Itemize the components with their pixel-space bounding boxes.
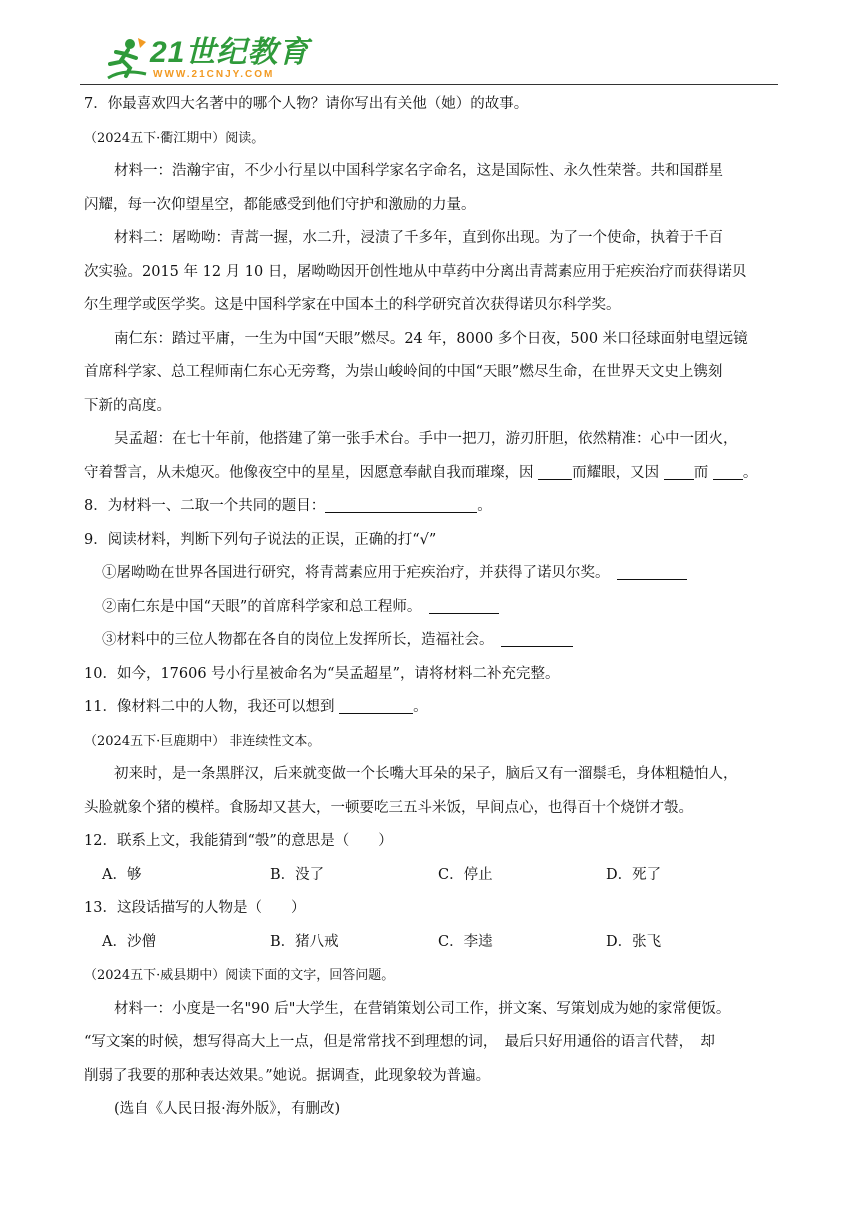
header-divider — [80, 84, 778, 85]
question-8-end: 。 — [477, 498, 492, 514]
option-a[interactable]: A．够 — [102, 866, 142, 883]
wu-mengchao-line-1: 吴孟超：在七十年前，他搭建了第一张手术台。手中一把刀，游刃肝胆，依然精准：心中一团火， — [114, 431, 738, 447]
source-note-1: （2024五下·衢江期中）阅读。 — [84, 130, 265, 146]
nan-rendong-line-3: 下新的高度。 — [84, 397, 171, 414]
question-10: 10．如今，17606 号小行星被命名为“吴孟超星”，请将材料二补充完整。 — [84, 665, 560, 682]
material-2-line-3: 尔生理学或医学奖。这是中国科学家在中国本土的科学研究首次获得诺贝尔科学奖。 — [84, 297, 621, 313]
source-note-3: （2024五下·威县期中）阅读下面的文字，回答问题。 — [84, 968, 395, 983]
document-body — [84, 88, 780, 1127]
material-2-line-1: 材料二：屠呦呦：青蒿一握，水二升，浸渍了千多年，直到你出现。为了一个使命，执着于千百 — [114, 230, 723, 246]
question-7: 7．你最喜欢四大名著中的哪个人物？请你写出有关他（她）的故事。 — [84, 96, 529, 112]
nan-rendong-line-2: 首席科学家、总工程师南仁东心无旁骛，为崇山峻岭间的中国“天眼”燃尽生命，在世界天文史上镌刻 — [84, 364, 723, 380]
material-1-line-2: 闪耀，每一次仰望星空，都能感受到他们守护和激励的力量。 — [84, 196, 476, 213]
logo-brand-text: 21世纪教育 — [150, 36, 310, 69]
judge-item-2 — [84, 591, 780, 625]
passage-line-1: 初来时，是一条黑胖汉，后来就变做一个长嘴大耳朵的呆子，脑后又有一溜鬃毛，身体粗糙怕人， — [114, 766, 738, 782]
question-12-options — [84, 859, 780, 893]
question-13-options — [84, 926, 780, 960]
answer-blank-3[interactable] — [713, 463, 743, 480]
option-b[interactable]: B．猪八戒 — [270, 933, 339, 950]
option-d[interactable]: D．死了 — [606, 866, 662, 883]
judge-answer-3[interactable] — [501, 630, 573, 647]
logo-url-text: WWW.21CNJY.COM — [153, 69, 275, 80]
judge-item-2-text: ②南仁东是中国“天眼”的首席科学家和总工程师。 — [102, 598, 415, 615]
material-1-line-1: 材料一：浩瀚宇宙，不少小行星以中国科学家名字命名，这是国际性、永久性荣誉。共和国群星 — [114, 163, 723, 179]
question-11-text: 11．像材料二中的人物，我还可以想到 — [84, 699, 340, 715]
reading-line-2: “写文案的时候，想写得高大上一点，但是常常找不到理想的词， 最后只好用通俗的语言代替， 却 — [84, 1034, 715, 1050]
fill-text-a: 守着誓言，从未熄灭。他像夜空中的星星，因愿意奉献自我而璀璨，因 — [84, 464, 539, 481]
wu-mengchao-line-2 — [84, 457, 780, 491]
page-header — [0, 0, 860, 90]
question-13: 13．这段话描写的人物是（ ） — [84, 900, 306, 916]
judge-answer-1[interactable] — [617, 563, 687, 580]
option-c[interactable]: C．停止 — [438, 866, 493, 883]
material-2-line-2: 次实验。2015 年 12 月 10 日，屠呦呦因开创性地从中草药中分离出青蒿素应用于疟疾治疗而获得诺贝 — [84, 263, 747, 280]
judge-item-1-text: ①屠呦呦在世界各国进行研究，将青蒿素应用于疟疾治疗，并获得了诺贝尔奖。 — [102, 565, 603, 581]
judge-item-1 — [84, 557, 780, 591]
option-c[interactable]: C．李逵 — [438, 933, 493, 950]
reading-line-3: 削弱了我要的那种表达效果。”她说。据调查，此现象较为普遍。 — [84, 1067, 491, 1084]
option-a[interactable]: A．沙僧 — [102, 933, 156, 950]
answer-blank-1[interactable] — [538, 463, 572, 480]
question-9: 9．阅读材料，判断下列句子说法的正误，正确的打“√” — [84, 531, 437, 548]
question-8-text: 8．为材料一、二取一个共同的题目： — [84, 498, 326, 514]
passage-line-2: 头脸就象个猪的模样。食肠却又甚大，一顿要吃三五斗米饭，早间点心，也得百十个烧饼才彀。 — [84, 799, 693, 816]
question-11 — [84, 691, 780, 725]
judge-item-3 — [84, 624, 780, 658]
judge-answer-2[interactable] — [429, 597, 499, 614]
runner-logo-icon — [100, 34, 150, 84]
answer-blank-11[interactable] — [339, 697, 413, 714]
judge-item-3-text: ③材料中的三位人物都在各自的岗位上发挥所长，造福社会。 — [102, 632, 487, 648]
fill-text-b: 而耀眼，又因 — [572, 464, 664, 481]
question-8 — [84, 490, 780, 524]
question-12: 12．联系上文，我能猜到“彀”的意思是（ ） — [84, 833, 393, 849]
nan-rendong-line-1: 南仁东：踏过平庸，一生为中国“天眼”燃尽。24 年，8000 多个日夜，500 米口径球面射电望远镜 — [114, 330, 748, 347]
reading-citation: (选自《人民日报·海外版》，有删改) — [114, 1101, 341, 1117]
answer-blank-2[interactable] — [664, 463, 694, 480]
answer-blank-title[interactable] — [325, 496, 477, 513]
question-11-end: 。 — [413, 699, 428, 715]
option-d[interactable]: D．张飞 — [606, 933, 662, 950]
option-b[interactable]: B．没了 — [270, 866, 325, 883]
source-note-2: （2024五下·巨鹿期中） 非连续性文本。 — [84, 733, 321, 749]
reading-line-1: 材料一：小度是一名"90 后"大学生，在营销策划公司工作，拼文案、写策划成为她的家常便饭。 — [114, 1000, 731, 1017]
fill-text-c: 而 — [693, 464, 713, 481]
fill-text-d: 。 — [742, 464, 758, 481]
